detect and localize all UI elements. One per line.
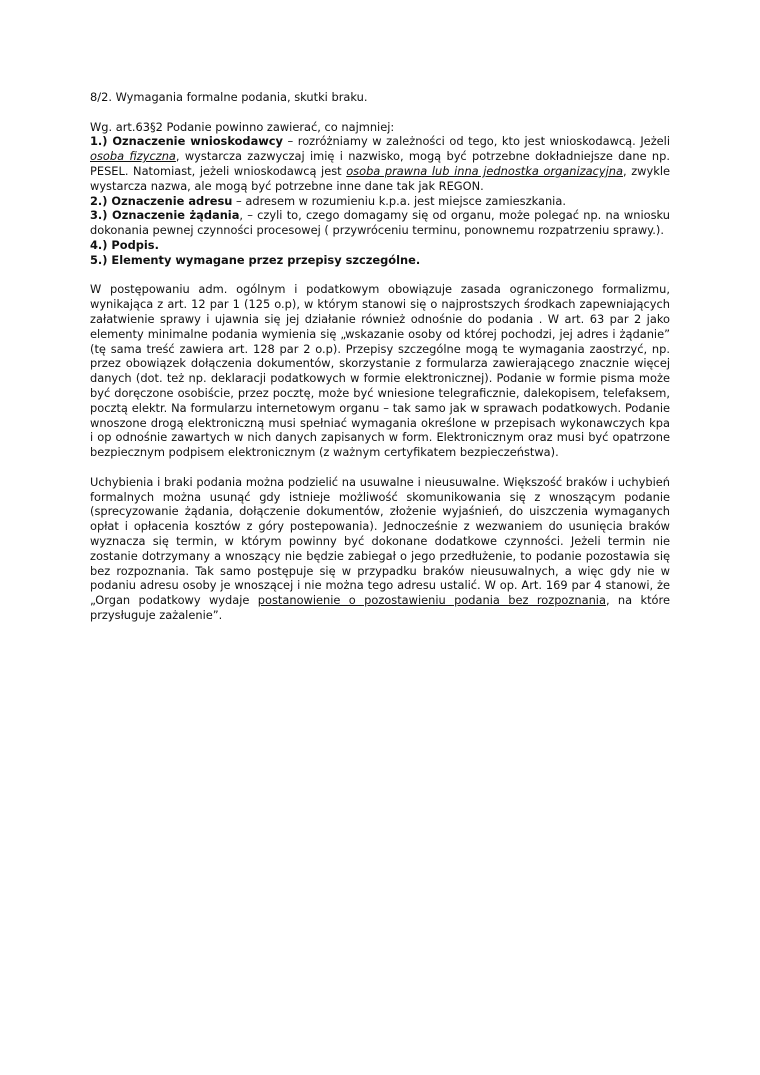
item-text: , – czyli to, czego domagamy się od organu, może polegać np. na wniosku dokonania pewnej czynności procesowej ( przywróceniu terminu, ponownemu rozpatrzeniu sprawy.). xyxy=(90,208,670,238)
section-heading: 8/2. Wymagania formalne podania, skutki braku. xyxy=(90,90,368,104)
intro-line: Wg. art.63§2 Podanie powinno zawierać, co najmniej: xyxy=(90,119,395,134)
item-text: – rozróżniamy w zależności od tego, kto jest wnioskodawcą. Jeżeli xyxy=(282,134,671,149)
link-legal-person[interactable]: osoba prawna lub inna jednostka organizacyjna xyxy=(346,163,623,178)
item-label: 5.) Elementy wymagane przez przepisy szczególne. xyxy=(90,252,421,267)
list-item-special-requirements xyxy=(90,253,670,268)
item-label: 3.) Oznaczenie żądania xyxy=(90,208,240,223)
list-item-applicant xyxy=(90,134,670,193)
link-natural-person[interactable]: osoba fizyczna xyxy=(90,149,176,164)
item-label: 4.) Podpis. xyxy=(90,237,159,252)
item-label: 2.) Oznaczenie adresu xyxy=(90,193,233,208)
paragraph-text: Uchybienia i braki podania można podzielić na usuwalne i nieusuwalne. Większość braków i uchybień formalnych można usunąć gdy istnieje możliwość skomunikowania się z wnoszącym podanie (sprecyzowanie żądania, dołączenie dokumentów, złożenie wyjaśnień, do uiszczenia wymaganych opłat i opłacenia kosztów z góry postepowania). Jednocześnie z wezwaniem do usunięcia braków wyznacza się termin, w którym powinny być dokonane dodatkowe czynności. Jeżeli termin nie zostanie dotrzymany a wnoszący nie będzie zabiegał o jego przedłużenie, to podanie pozostawia się bez rozpoznania. Tak samo postępuje się w przypadku braków nieusuwalnych, a więc gdy nie w podaniu adresu osoby je wnoszącej i nie można tego adresu ustalić. W op. Art. 169 par 4 stanowi, że „Organ podatkowy wydaje xyxy=(90,474,670,608)
link-decision-no-examination[interactable]: postanowienie o pozostawieniu podania bez rozpoznania xyxy=(257,593,606,608)
paragraph-formalism: W postępowaniu adm. ogólnym i podatkowym obowiązuje zasada ograniczonego formalizmu, wynikająca z art. 12 par 1 (125 o.p), w którym stanowi się o najprostszych środkach zapewniających załatwienie sprawy i ujawnia się jej działanie również odnośnie do podania . W art. 63 par 2 jako elementy minimalne podania wymienia się „wskazanie osoby od której pochodzi, jej adres i żądanie” (tę sama treść zawiera art. 128 par 2 o.p). Przepisy szczególne mogą te wymagania zaostrzyć, np. przez obowiązek dołączenia dokumentów, skorzystanie z formularza zawierającego znacznie więcej danych (dot. też np. deklaracji podatkowych w formie elektronicznej). Podanie w formie pisma może być doręczone osobiście, przez pocztę, może być wniesione telegraficznie, dalekopisem, telefaksem, pocztą elektr. Na formularzu internetowym organu – tak samo jak w sprawach podatkowych. Podanie wnoszone drogą elektroniczną musi spełniać wymagania określone w przepisach wykonawczych kpa i op odnośnie zawartych w nich danych zapisanych w form. Elektronicznym oraz musi być opatrzone bezpiecznym podpisem elektronicznym (z ważnym certyfikatem bezpieczeństwa). xyxy=(90,282,670,460)
list-item-demand xyxy=(90,208,670,238)
paragraph-deficiencies xyxy=(90,475,670,623)
item-text: , zwykle wystarcza nazwa, ale mogą być potrzebne inne dane tak jak REGON. xyxy=(90,163,670,193)
list-item-address xyxy=(90,194,670,209)
paragraph-gap xyxy=(90,268,670,283)
paragraph-gap xyxy=(90,460,670,475)
item-text: – adresem w rozumieniu k.p.a. jest miejsce zamieszkania. xyxy=(232,193,566,208)
list-item-signature xyxy=(90,238,670,253)
paragraph-text: , na które przysługuje zażalenie”. xyxy=(90,593,670,622)
item-text: , wystarcza zazwyczaj imię i nazwisko, mogą być potrzebne dokładniejsze dane np. PESEL. Natomiast, jeżeli wnioskodawcą jest xyxy=(90,149,670,178)
document-body xyxy=(90,90,670,623)
item-label: 1.) Oznaczenie wnioskodawcy xyxy=(90,134,283,149)
